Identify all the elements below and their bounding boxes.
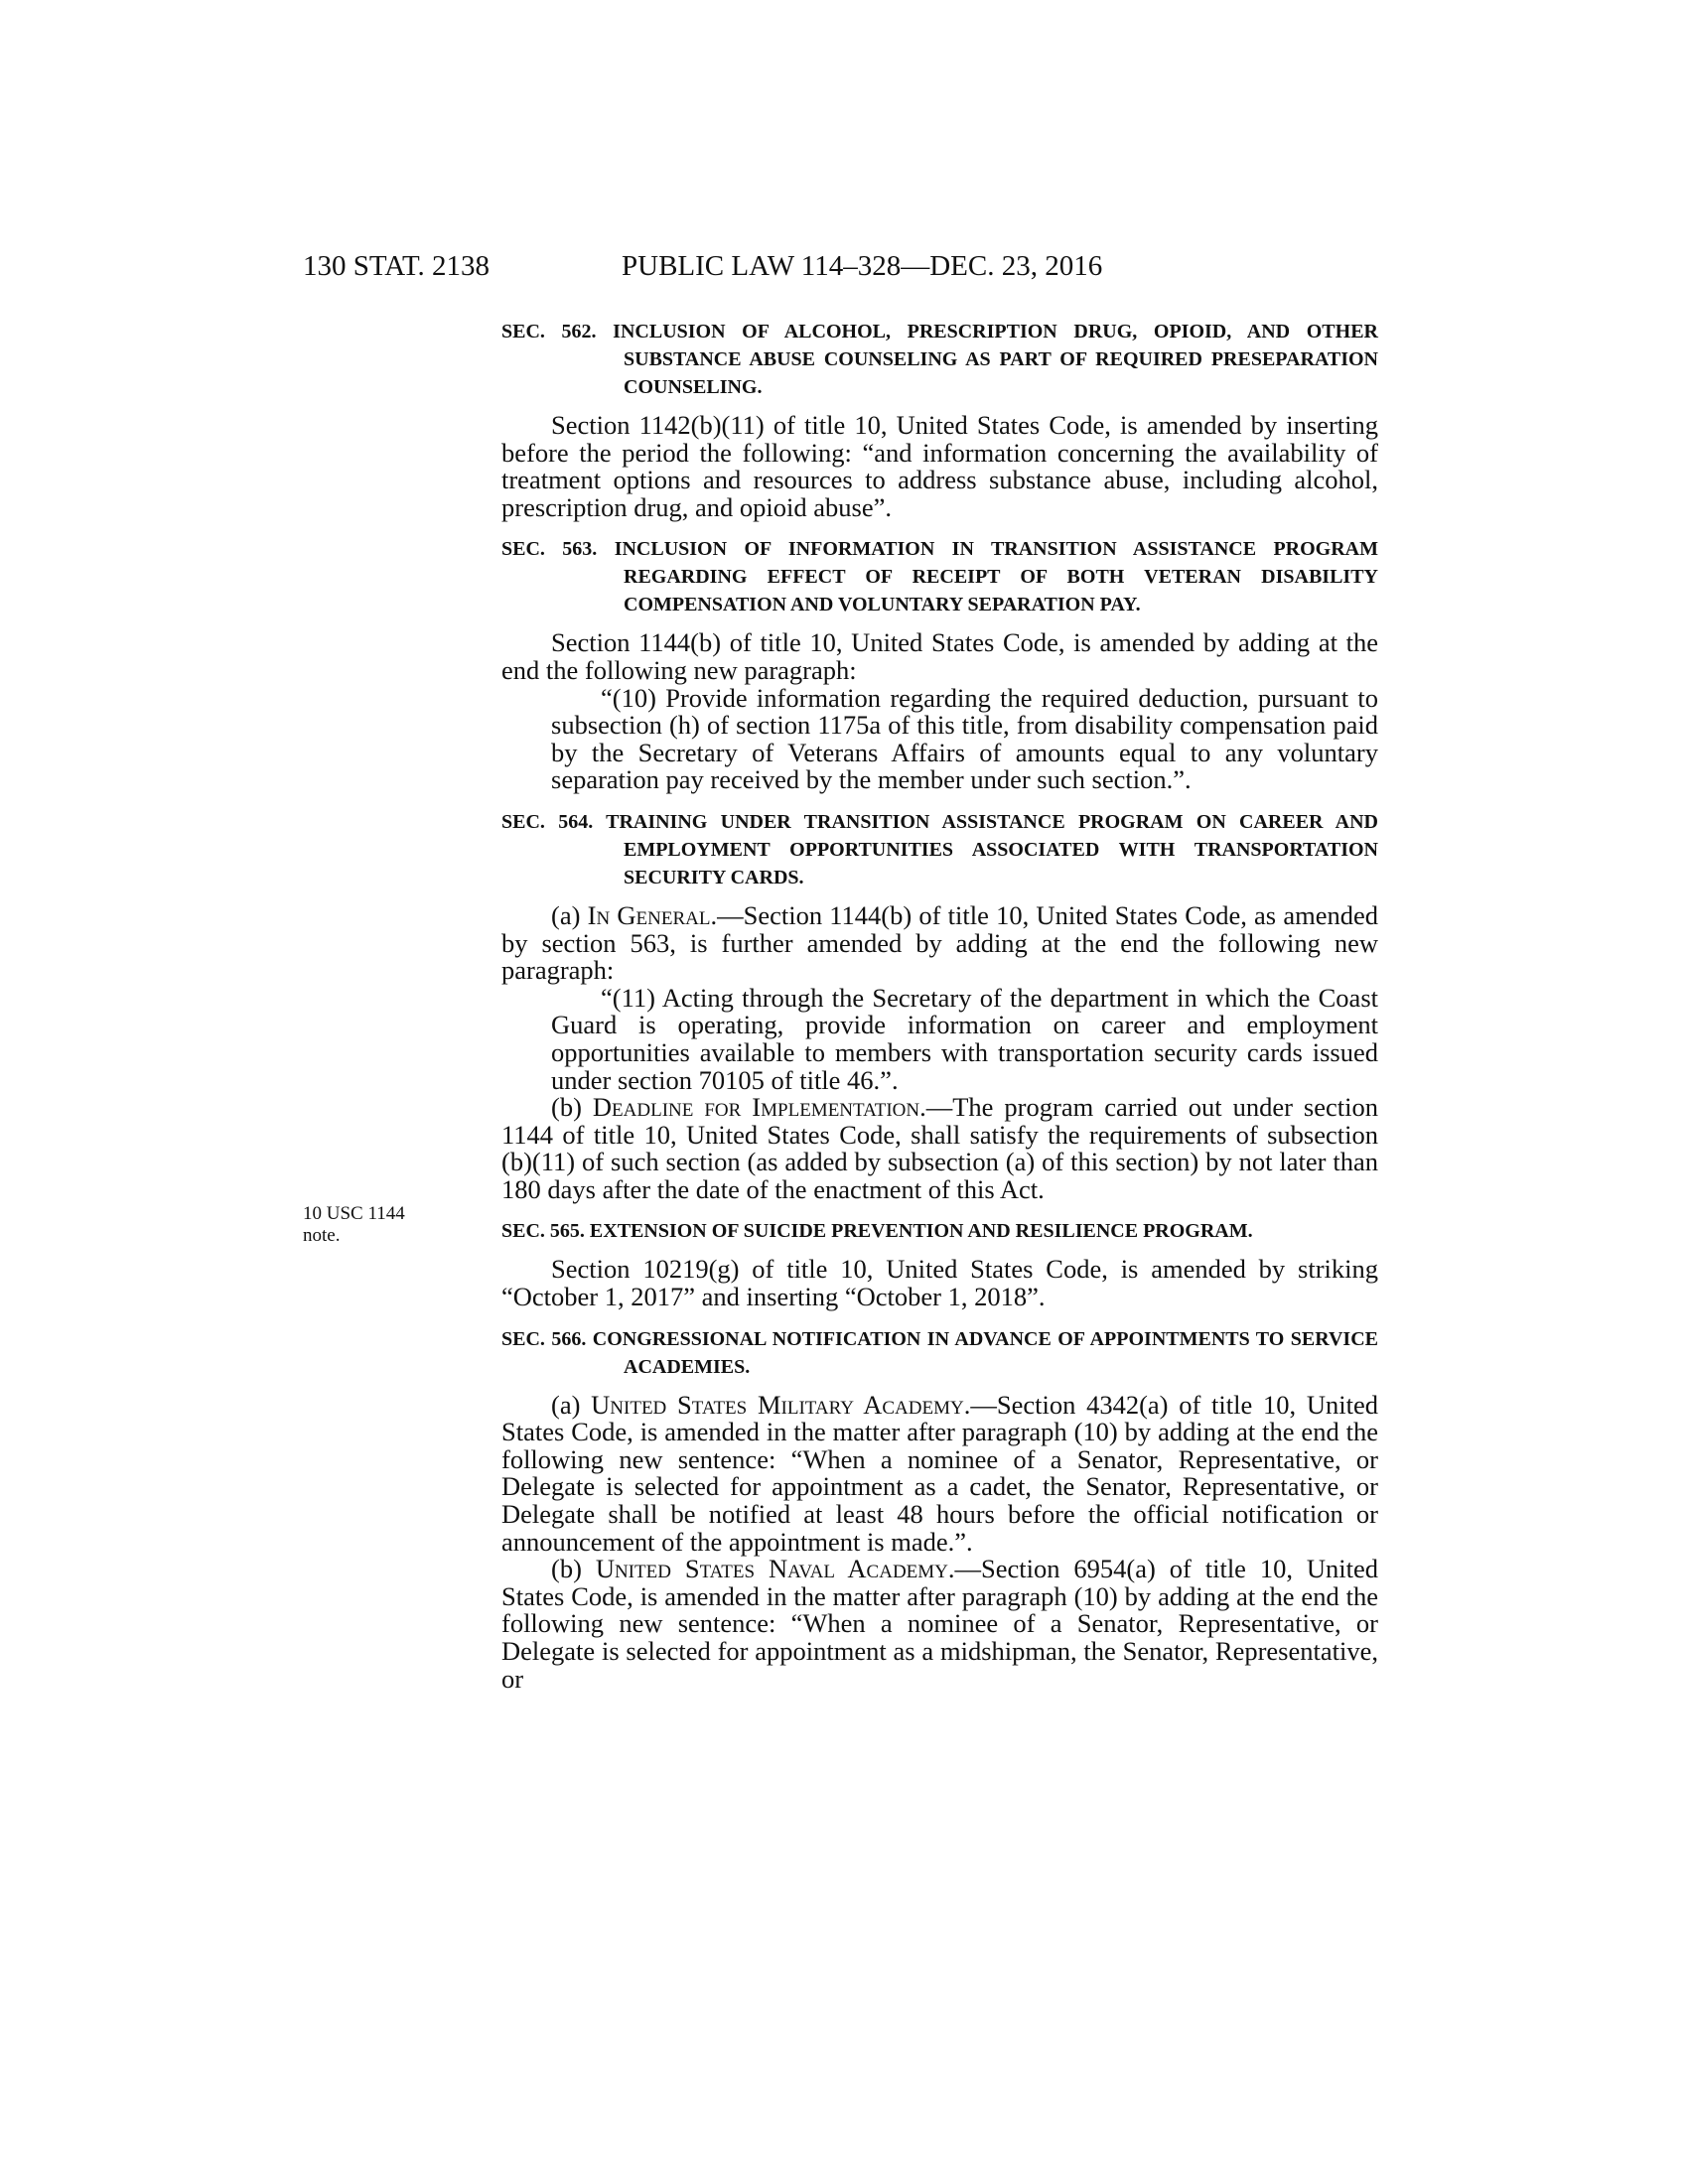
subsection-caption: United States Military Academy. xyxy=(591,1389,971,1420)
subsection-caption: Deadline for Implementation. xyxy=(592,1092,926,1123)
section-564-subsection-b xyxy=(501,1094,1378,1203)
running-header xyxy=(303,246,1236,286)
page-citation: 130 STAT. 2138 xyxy=(303,250,491,282)
section-565-heading: SEC. 565. EXTENSION OF SUICIDE PREVENTION AND RESILIENCE PROGRAM. xyxy=(501,1220,1253,1243)
section-562-text: Section 1142(b)(11) of title 10, United States Code, is amended by inserting before the period the following: “and information concerning the availability of treatment options and resources to address substance abuse, including alcohol, prescription drug, and opioid abuse”. xyxy=(501,410,1378,522)
margin-note xyxy=(303,1203,482,1247)
section-563-text: Section 1144(b) of title 10, United States Code, is amended by adding at the end the following new paragraph: xyxy=(501,627,1378,685)
subsection-text: —Section 4342(a) of title 10, United States Code, is amended in the matter after paragraph (10) by adding at the end the following new sentence: “When a nominee of a Senator, Representative, or Delegate is selected for appointment as a cadet, the Senator, Representative, or Delegate shall be notified at least 48 hours before the official notification or announcement of the appointment is made.”. xyxy=(501,1389,1378,1557)
subsection-caption: United States Naval Academy. xyxy=(595,1554,955,1584)
section-564-subsection-a xyxy=(501,899,1378,986)
section-566-heading: SEC. 566. CONGRESSIONAL NOTIFICATION IN ADVANCE OF APPOINTMENTS TO SERVICE ACADEMIES. xyxy=(501,1327,1378,1378)
section-563-heading: SEC. 563. INCLUSION OF INFORMATION IN TRANSITION ASSISTANCE PROGRAM REGARDING EFFECT OF RECEIPT OF BOTH VETERAN DISABILITY COMPENSATION AND VOLUNTARY SEPARATION PAY. xyxy=(501,538,1378,616)
subsection-caption: In General. xyxy=(587,899,718,930)
section-564-heading: SEC. 564. TRAINING UNDER TRANSITION ASSISTANCE PROGRAM ON CAREER AND EMPLOYMENT OPPORTUNITIES ASSOCIATED WITH TRANSPORTATION SECURITY CARDS. xyxy=(501,810,1378,888)
margin-note-line1: 10 USC 1144 xyxy=(303,1203,405,1224)
subsection-label: (a) xyxy=(551,1389,592,1420)
subsection-text: —The program carried out under section 1144 of title 10, United States Code, shall satisfy the requirements of subsection (b)(11) of such section (as added by subsection (a) of this section) by not later than 180 days after the date of the enactment of this Act. xyxy=(501,1092,1378,1204)
public-law-citation: PUBLIC LAW 114–328—DEC. 23, 2016 xyxy=(622,250,1103,282)
subsection-label: (a) xyxy=(551,899,588,930)
section-565-text: Section 10219(g) of title 10, United States Code, is amended by striking “October 1, 2017” and inserting “October 1, 2018”. xyxy=(501,1254,1378,1312)
section-563-quoted-paragraph: “(10) Provide information regarding the required deduction, pursuant to subsection (h) of section 1175a of this title, from disability compensation paid by the Secretary of Veterans Affairs of amounts equal to any voluntary separation pay received by the member under such section.”. xyxy=(551,682,1378,795)
subsection-text: —Section 6954(a) of title 10, United States Code, is amended in the matter after paragraph (10) by adding at the end the following new sentence: “When a nominee of a Senator, Representative, or Delegate is selected for appointment as a midshipman, the Senator, Representative, or xyxy=(501,1554,1379,1694)
section-564-quoted-paragraph: “(11) Acting through the Secretary of the department in which the Coast Guard is operating, provide information on career and employment opportunities available to members with transportation security cards issued under section 70105 of title 46.”. xyxy=(551,982,1378,1095)
subsection-label: (b) xyxy=(551,1554,596,1584)
subsection-label: (b) xyxy=(551,1092,593,1123)
section-566-subsection-b xyxy=(501,1556,1378,1693)
section-562-heading: SEC. 562. INCLUSION OF ALCOHOL, PRESCRIPTION DRUG, OPIOID, AND OTHER SUBSTANCE ABUSE COUNSELING AS PART OF REQUIRED PRESEPARATION COUNSELING. xyxy=(501,321,1378,398)
margin-note-line2: note. xyxy=(303,1225,341,1246)
section-566-subsection-a xyxy=(501,1389,1378,1557)
subsection-text: —Section 1144(b) of title 10, United States Code, as amended by section 563, is further amended by adding at the end the following new paragraph: xyxy=(501,899,1378,986)
document-body xyxy=(501,318,1378,1693)
